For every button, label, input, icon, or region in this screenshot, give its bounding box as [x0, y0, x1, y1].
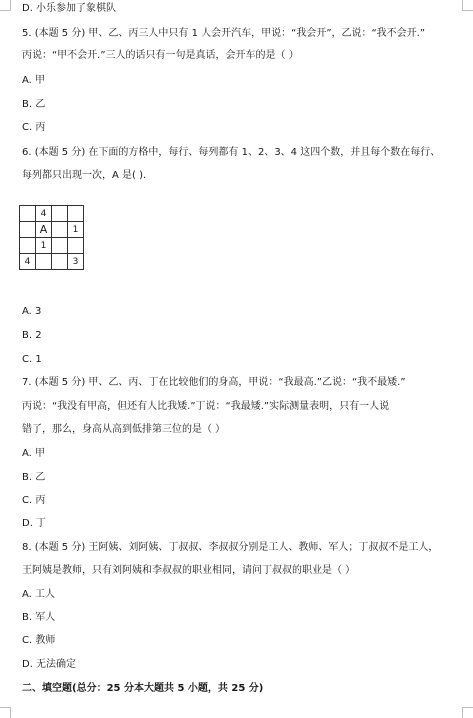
- q5-option-c: C. 丙: [22, 122, 46, 133]
- grid-cell: 4: [20, 254, 36, 270]
- q8-option-c: C. 教师: [22, 635, 56, 646]
- grid-cell: [20, 222, 36, 238]
- q5-option-b: B. 乙: [22, 99, 46, 110]
- page-corner-mark-top-left: [0, 0, 11, 11]
- page-corner-mark-bottom-left: [0, 707, 11, 718]
- grid-cell-unknown-a: A: [36, 222, 52, 238]
- grid-row: [20, 254, 84, 270]
- q5-stem-line2: 丙说：“甲不会开.”三人的话只有一句是真话，会开车的是（ ）: [22, 50, 299, 61]
- grid-cell: [20, 238, 36, 254]
- q8-stem-line2: 王阿姨是教师，只有刘阿姨和李叔叔的职业相同，请问丁叔叔的职业是（ ）: [22, 565, 356, 576]
- page-corner-mark-bottom-right: [462, 707, 473, 718]
- grid-cell: [68, 238, 84, 254]
- q6-option-c: C. 1: [22, 354, 42, 365]
- q7-option-c: C. 丙: [22, 495, 46, 506]
- q7-stem-line2: 丙说：“我没有甲高，但还有人比我矮.”丁说：“我最矮.”实际测量表明，只有一人说: [22, 401, 390, 412]
- grid-cell: [36, 254, 52, 270]
- grid-cell: 4: [36, 206, 52, 222]
- grid-cell: [52, 238, 68, 254]
- grid-cell: [52, 254, 68, 270]
- q5-stem-line1: 5. (本题 5 分) 甲、乙、丙三人中只有 1 人会开汽车，甲说：“我会开”，乙说：“我不会开.”: [22, 28, 426, 39]
- q7-stem-line3: 错了，那么，身高从高到低排第三位的是（ ）: [22, 424, 226, 435]
- q8-option-a: A. 工人: [22, 589, 56, 600]
- section-heading-fill-in: 二、填空题(总分：25 分本大题共 5 小题，共 25 分): [22, 683, 264, 694]
- q7-option-b: B. 乙: [22, 472, 46, 483]
- q7-stem-line1: 7. (本题 5 分) 甲、乙、丙、丁在比较他们的身高，甲说：“我最高.”乙说：“我不最矮.”: [22, 377, 406, 388]
- q6-stem-line2: 每列都只出现一次，A 是( ).: [22, 170, 147, 181]
- q8-option-d: D. 无法确定: [22, 659, 77, 670]
- q6-number-grid: [19, 205, 84, 270]
- q6-option-b: B. 2: [22, 330, 42, 341]
- q4-option-d: D. 小乐参加了象棋队: [22, 3, 117, 14]
- q8-stem-line1: 8. (本题 5 分) 王阿姨、刘阿姨、丁叔叔、李叔叔分别是工人、教师、军人；丁叔叔不是工人，: [22, 542, 439, 553]
- q6-option-a: A. 3: [22, 306, 42, 317]
- grid-cell: [52, 206, 68, 222]
- q7-option-d: D. 丁: [22, 518, 47, 529]
- grid-row: [20, 238, 84, 254]
- q6-stem-line1: 6. (本题 5 分) 在下面的方格中，每行、每列都有 1、2、3、4 这四个数，并且每个数在每行、: [22, 147, 441, 158]
- grid-cell: [68, 206, 84, 222]
- grid-row: [20, 222, 84, 238]
- grid-cell: 3: [68, 254, 84, 270]
- q7-option-a: A. 甲: [22, 448, 46, 459]
- grid-cell: 1: [36, 238, 52, 254]
- grid-cell: [20, 206, 36, 222]
- page-corner-mark-top-right: [462, 0, 473, 11]
- grid-cell: [52, 222, 68, 238]
- q8-option-b: B. 军人: [22, 612, 56, 623]
- q5-option-a: A. 甲: [22, 75, 46, 86]
- grid-cell: 1: [68, 222, 84, 238]
- grid-row: [20, 206, 84, 222]
